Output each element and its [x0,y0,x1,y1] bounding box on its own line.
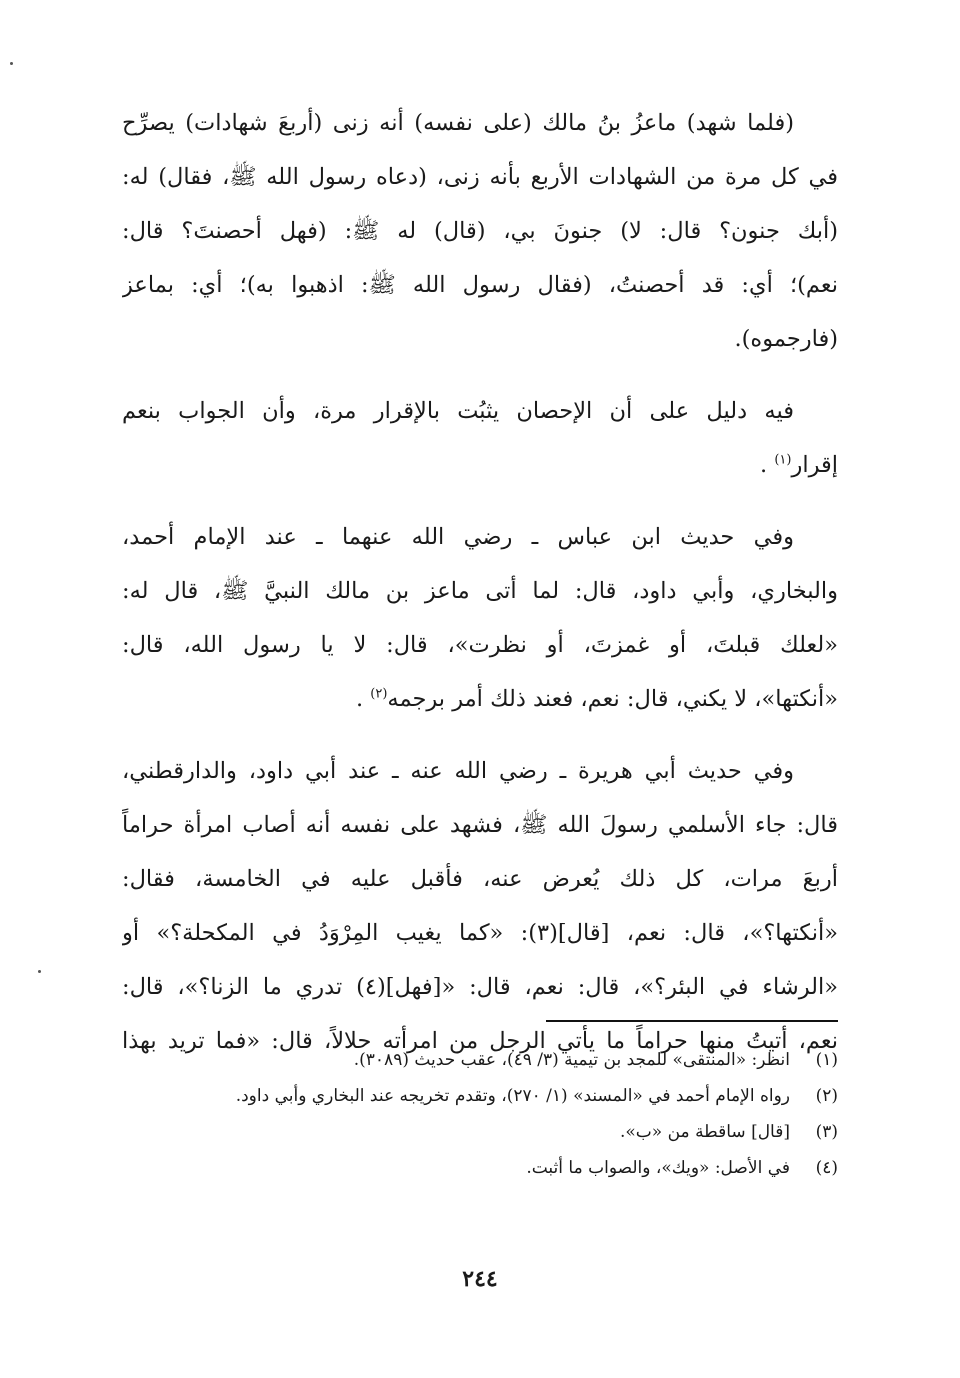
footnote-number: (٢) [815,1086,838,1106]
footnotes [122,1042,838,1186]
footnote [122,1150,838,1186]
text-line: والبخاري، وأبي داود، قال: لما أتى ماعز بن مالك النبيَّ ﷺ، قال له: [122,578,838,604]
footnote-separator [546,1020,838,1022]
paragraph [122,510,838,726]
text-line: نعم)؛ أي: قد أحصنتُ، (فقال رسول الله ﷺ: اذهبوا به)؛ أي: بماعز [122,272,838,298]
footnote-text: رواه الإمام أحمد في «المسند» (١/ ٢٧٠)، وتقدم تخريجه عند البخاري وأبي داود. [235,1086,790,1106]
footnote-number: (٤) [815,1158,838,1178]
page-number: ٢٤٤ [462,1266,498,1292]
footnote [122,1114,838,1150]
text-fragment: . [760,452,768,478]
text-line: فيه دليل على أن الإحصان يثبُت بالإقرار مرة، وأن الجواب بنعم [122,398,794,424]
text-line: (فلما شهد) ماعزُ بنُ مالك (على نفسه) أنه زنى (أربعَ شهادات) يصرِّح [122,110,794,136]
footnote-text: [قال] ساقطة من «ب». [620,1122,790,1142]
footnote-text: انظر: «المنتقى» للمجد بن تيمية (٣/ ٤٩)، عقب حديث (٣٠٨٩). [353,1050,790,1070]
main-text [122,96,838,1086]
footnote [122,1078,838,1114]
scan-speck [38,970,41,973]
footnote-reference: (٢) [370,686,388,702]
paragraph [122,384,838,492]
text-line [122,672,838,726]
text-line: قال: جاء الأسلمي رسولَ الله ﷺ، فشهد على نفسه أنه أصاب امرأة حراماً [122,812,838,838]
paragraph [122,96,838,366]
text-line: نعم، أتيتُ منها حراماً ما يأتي الرجل من امرأته حلالاً، قال: «فما تريد بهذا [122,1028,838,1054]
text-fragment: . [355,686,364,712]
footnote [122,1042,838,1078]
text-line: وفي حديث أبي هريرة ـ رضي الله عنه ـ عند أبي داود، والدارقطني، [122,758,794,784]
footnote-reference: (١) [774,452,792,468]
text-line: «الرشاء في البئر؟»، قال: نعم، قال: «[فهل](٤) تدري ما الزنا؟»، قال: [122,974,838,1000]
text-line: «أنكتها؟»، قال: نعم، [قال](٣): «كما يغيب المِرْوَدُ في المكحلة؟» أو [122,920,838,946]
text-line: أربعَ مرات، كل ذلك يُعرض عنه، فأقبل عليه في الخامسة، فقال: [122,866,838,892]
footnote-number: (١) [815,1050,838,1070]
text-line: وفي حديث ابن عباس ـ رضي الله عنهما ـ عند الإمام أحمد، [122,524,794,550]
text-line: في كل مرة من الشهادات الأربع بأنه زنى، (دعاه رسول الله ﷺ، فقال) له: [122,164,838,190]
footnote-text: في الأصل: «ويك»، والصواب ما أثبت. [526,1158,790,1178]
footnote-number: (٣) [815,1122,838,1142]
scan-speck [10,62,13,65]
text-line [122,438,838,492]
text-fragment: إقرار [791,452,838,478]
text-line: (فارجموه). [734,326,838,352]
text-line: «لعلك قبلتَ، أو غمزتَ، أو نظرت»، قال: لا يا رسول الله، قال: [122,632,838,658]
text-line: (أبك جنون؟ قال: لا) جنونَ بي، (قال) له ﷺ: (فهل أحصنتَ؟ قال: [122,218,838,244]
text-fragment: «أنكتها»، لا يكني، قال: نعم، فعند ذلك أمر برجمه [387,686,838,712]
